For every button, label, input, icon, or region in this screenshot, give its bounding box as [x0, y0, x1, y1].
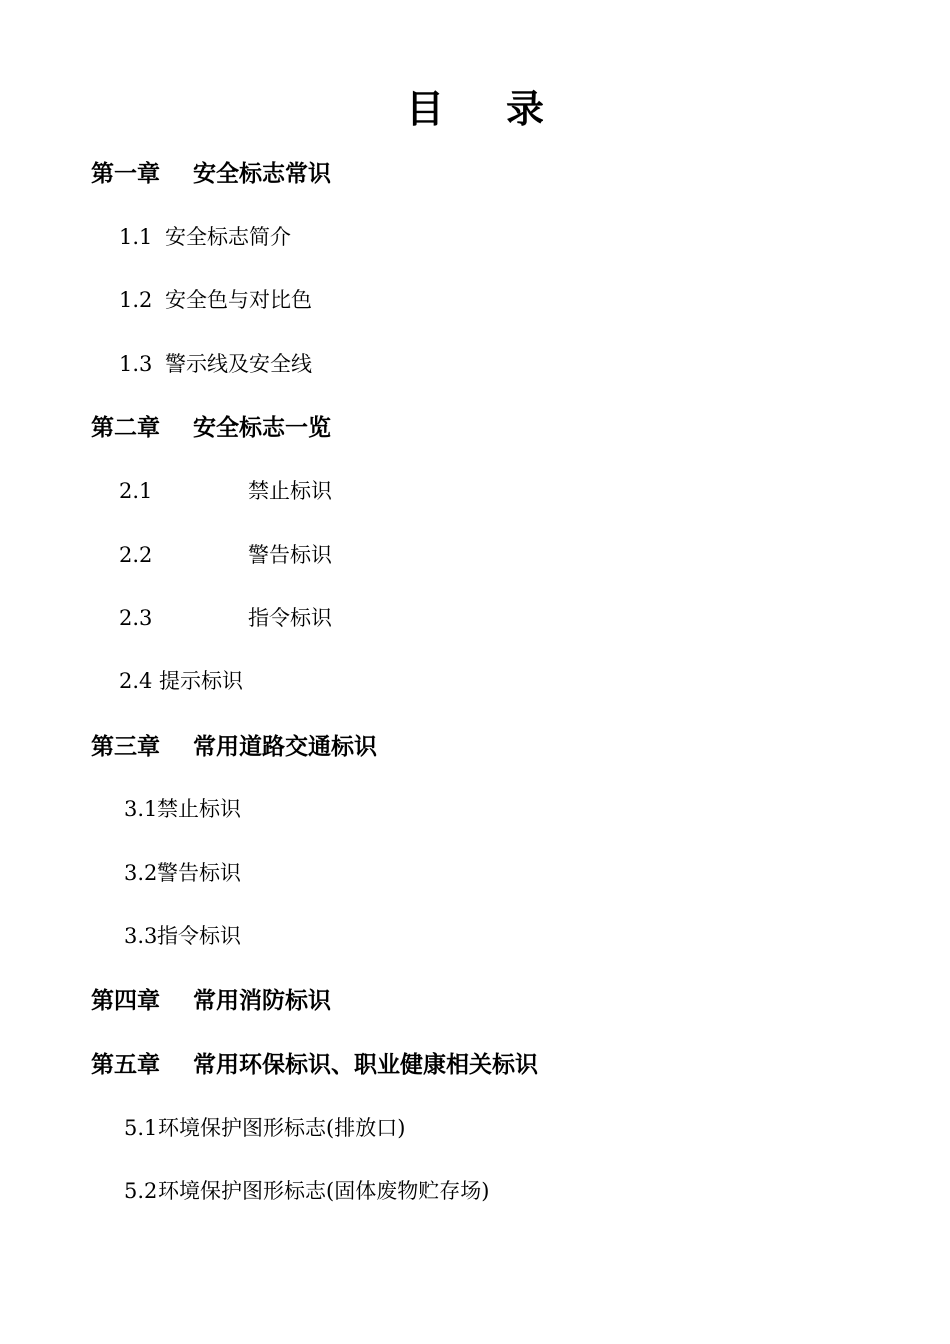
section-number: 1.2 — [119, 288, 153, 312]
toc-section-1-3 — [119, 354, 312, 375]
toc-section-1-1 — [119, 227, 291, 248]
toc-section-1-2 — [119, 290, 312, 311]
section-title: 指令标识 — [248, 606, 332, 630]
toc-chapter-2 — [91, 416, 331, 439]
toc-chapter-3 — [91, 735, 377, 758]
section-number: 1.3 — [119, 352, 153, 376]
section-title: 提示标识 — [159, 669, 243, 693]
chapter-number: 第五章 — [91, 1051, 160, 1078]
section-title: 安全色与对比色 — [165, 288, 312, 312]
toc-chapter-4 — [91, 989, 331, 1012]
section-number: 1.1 — [119, 225, 153, 249]
section-number: 3.2 — [124, 861, 158, 885]
toc-section-5-2 — [124, 1181, 489, 1202]
title-char-left: 目 — [405, 86, 444, 131]
section-number: 2.2 — [119, 543, 153, 567]
section-number: 5.1 — [124, 1116, 158, 1140]
chapter-title: 常用道路交通标识 — [193, 733, 377, 760]
section-title: 指令标识 — [157, 924, 241, 948]
chapter-number: 第三章 — [91, 733, 160, 760]
toc-section-3-3 — [124, 926, 241, 947]
section-title: 安全标志简介 — [165, 225, 291, 249]
toc-chapter-5 — [91, 1053, 538, 1076]
section-number: 3.1 — [124, 797, 158, 821]
section-title: 禁止标识 — [157, 797, 241, 821]
toc-section-3-2 — [124, 863, 241, 884]
chapter-title: 常用环保标识、职业健康相关标识 — [193, 1051, 538, 1078]
chapter-number: 第四章 — [91, 987, 160, 1014]
chapter-title: 安全标志常识 — [193, 160, 331, 187]
section-title: 环境保护图形标志(固体废物贮存场) — [158, 1179, 490, 1203]
section-number: 2.3 — [119, 606, 153, 630]
section-title: 禁止标识 — [248, 479, 332, 503]
section-number: 2.1 — [119, 479, 153, 503]
section-number: 5.2 — [124, 1179, 158, 1203]
section-number: 2.4 — [119, 669, 153, 693]
toc-section-2-2 — [119, 545, 332, 566]
toc-section-2-4 — [119, 671, 243, 692]
section-title: 警示线及安全线 — [165, 352, 312, 376]
section-title: 警告标识 — [157, 861, 241, 885]
chapter-number: 第一章 — [91, 160, 160, 187]
title-char-right: 录 — [506, 86, 545, 131]
toc-section-5-1 — [124, 1118, 405, 1139]
chapter-title: 安全标志一览 — [193, 414, 331, 441]
section-title: 环境保护图形标志(排放口) — [158, 1116, 406, 1140]
toc-section-2-3 — [119, 608, 332, 629]
section-number: 3.3 — [124, 924, 158, 948]
section-title: 警告标识 — [248, 543, 332, 567]
toc-chapter-1 — [91, 162, 331, 185]
chapter-title: 常用消防标识 — [193, 987, 331, 1014]
toc-section-2-1 — [119, 481, 332, 502]
chapter-number: 第二章 — [91, 414, 160, 441]
page-title — [0, 78, 950, 133]
toc-section-3-1 — [124, 799, 241, 820]
